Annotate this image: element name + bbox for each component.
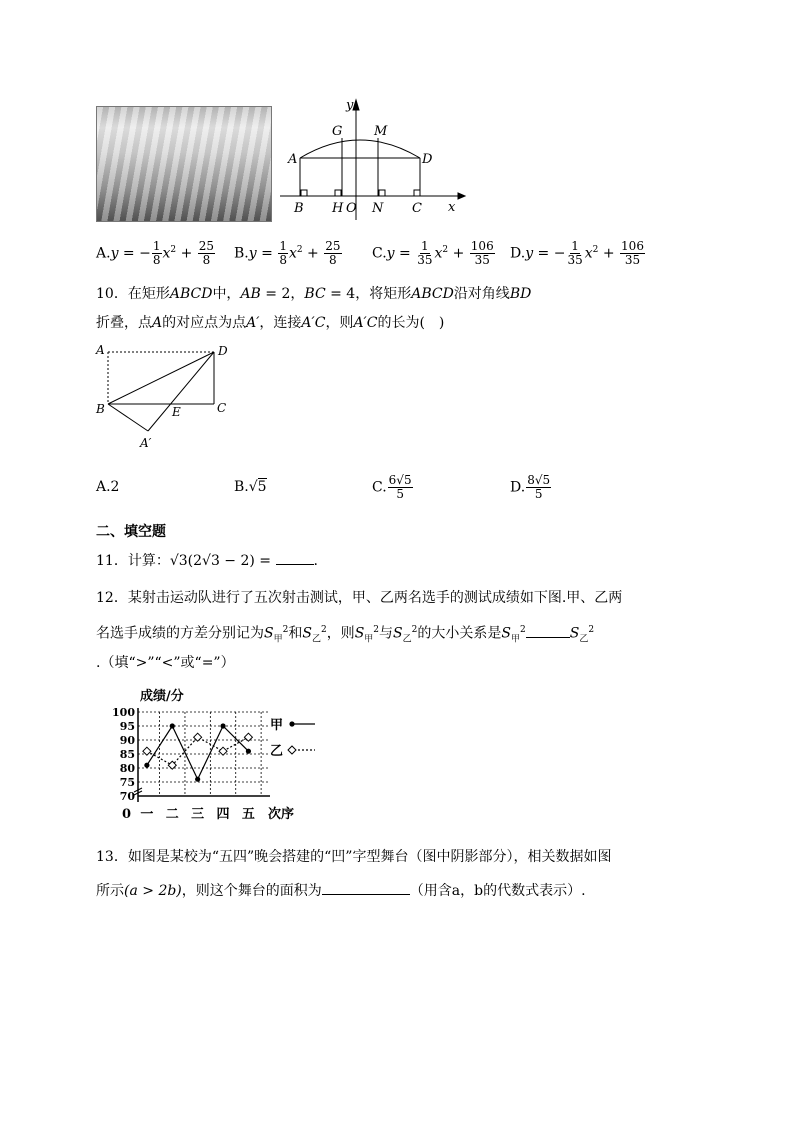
q10-option-c: C. $\frac{6√5}{5}$: [372, 473, 412, 501]
y-tick-label: 80: [119, 762, 135, 775]
x-tick-label: 二: [165, 807, 179, 822]
y-tick-label: 95: [119, 720, 135, 733]
q12-line-1: 12．某射击运动队进行了五次射击测试，甲、乙两名选手的测试成绩如下图.甲、乙两: [96, 590, 623, 606]
chart-title: 成绩/分: [140, 689, 184, 704]
q13-line-1: 13．如图是某校为“五四”晚会搭建的“凹”字型舞台（图中阴影部分），相关数据如图: [96, 849, 612, 865]
score-line-chart: [100, 684, 320, 829]
x-axis-label: 次序: [268, 807, 295, 822]
q13-line-2: 所示(a > 2b)，则这个舞台的面积为 （用含a，b的代数式表示）.: [96, 880, 586, 901]
label-y: y: [346, 98, 354, 113]
y-tick-label: 90: [119, 734, 135, 747]
data-point-jia: [144, 763, 149, 768]
q13-answer-blank[interactable]: [322, 880, 410, 895]
q9-option-c: C.y = $\frac{1}{35}$ $x^2$ + $\frac{106}{35}$: [372, 239, 494, 268]
label-B: B: [294, 201, 304, 216]
data-point-jia: [170, 723, 175, 728]
y-tick-label: 100: [112, 706, 135, 719]
label-N: N: [372, 201, 384, 216]
y-tick-label: 85: [119, 748, 135, 761]
legend-label-1: 乙: [270, 744, 284, 759]
label-M: M: [374, 124, 388, 139]
fig-label-E: E: [172, 405, 181, 419]
legend-label-0: 甲: [270, 718, 284, 733]
q10-option-b: B.√5: [234, 479, 267, 495]
label-C: C: [412, 201, 422, 216]
x-tick-label: 三: [191, 807, 205, 822]
label-O: O: [346, 201, 357, 216]
legend-marker-yi: [288, 746, 296, 754]
q9-option-d: D.y = − $\frac{1}{35}$ $x^2$ + $\frac{106}{35}$: [510, 239, 644, 268]
q10-option-d: D. $\frac{8√5}{5}$: [510, 473, 551, 501]
q10-line-1: 10．在矩形ABCD中，AB = 2，BC = 4，将矩形ABCD沿对角线BD: [96, 286, 532, 302]
origin-label: 0: [122, 807, 132, 822]
fig-label-C: C: [217, 401, 227, 415]
greenhouse-photo: [96, 106, 272, 222]
q11-answer-blank[interactable]: [276, 550, 314, 565]
q10-line-2: 折叠，点A的对应点为点A′，连接A′C，则A′C的长为( ): [96, 315, 445, 331]
data-point-jia: [220, 723, 225, 728]
x-tick-label: 四: [216, 807, 230, 822]
fig-label-A: A: [96, 343, 105, 357]
data-point-jia: [195, 777, 200, 782]
fig-label-B: B: [96, 402, 105, 416]
label-D: D: [422, 152, 433, 167]
data-point-yi: [219, 747, 227, 755]
q12-line-2: 名选手成绩的方差分别记为$S_甲^2$和$S_乙^2$，则$S_甲^2$与$S_乙^2$的大小关系是$S_甲^2$ $S_乙^2$: [96, 620, 594, 649]
x-tick-label: 五: [241, 807, 255, 822]
rectangle-fold-diagram: [94, 340, 244, 455]
data-point-yi: [143, 747, 151, 755]
y-tick-label: 70: [119, 790, 135, 803]
label-x: x: [448, 200, 456, 215]
x-tick-label: 一: [140, 807, 154, 822]
q9-option-a: A.y = − $\frac{1}{8}$ $x^2$ + $\frac{25}{8}$: [96, 239, 215, 268]
q11-text: 11．计算：√3(2√3 − 2) = .: [96, 550, 318, 571]
label-A: A: [288, 152, 298, 167]
label-G: G: [332, 124, 343, 139]
parabola-diagram: [280, 96, 470, 221]
data-point-jia: [246, 749, 251, 754]
y-tick-label: 75: [119, 776, 135, 789]
fig-label-D: D: [218, 344, 228, 358]
q12-line-3: .（填“>”“<”或“=”）: [96, 655, 235, 671]
label-H: H: [332, 201, 344, 216]
fig-label-A-prime: A′: [140, 436, 152, 450]
section-title-fill-blank: 二、填空题: [96, 524, 166, 540]
legend-marker-jia: [289, 721, 294, 726]
q12-answer-blank[interactable]: [526, 623, 570, 638]
q9-option-b: B.y = $\frac{1}{8}$ $x^2$ + $\frac{25}{8}$: [234, 239, 341, 268]
q10-option-a: A.2: [96, 479, 120, 495]
